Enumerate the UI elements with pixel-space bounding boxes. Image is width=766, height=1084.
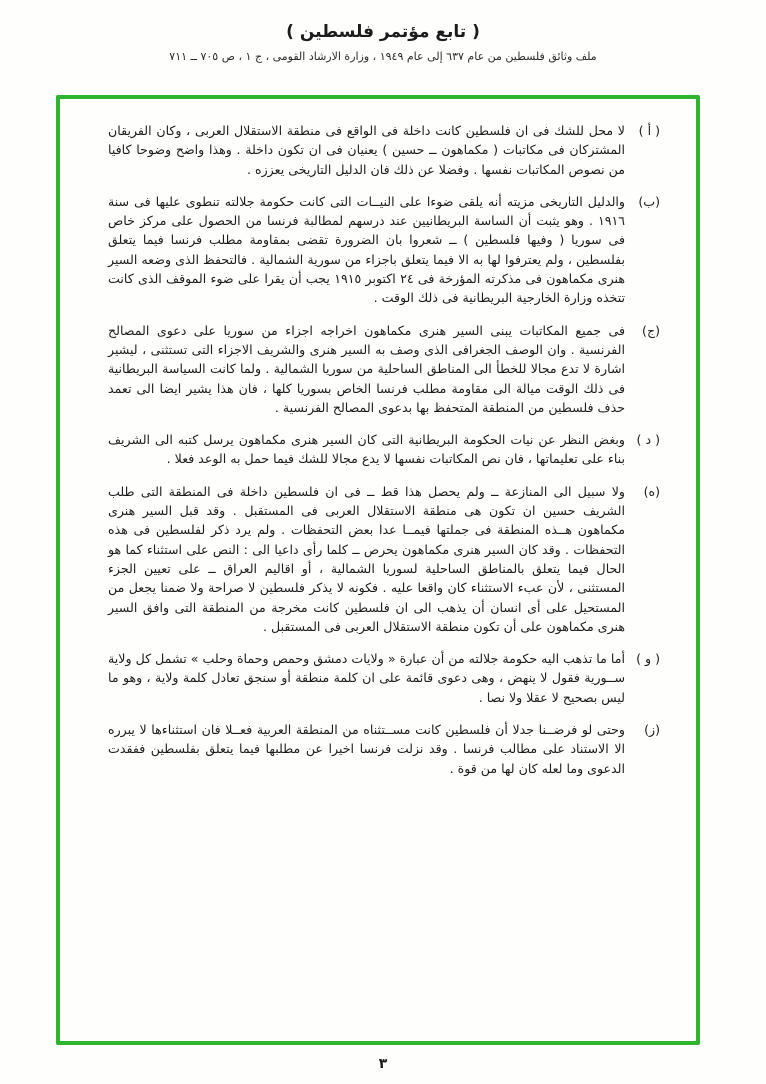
paragraph-text: وحتى لو فرضــنا جدلا أن فلسطين كانت مســتثناه من المنطقة العربية فعــلا فان استثناءها لا يبرره الا الاستناد على مطالب فرنسا . وقد نزلت فرنسا اخيرا عن مطلبها فيما يتعلق بفلسطين ففقدت الدعوى وما لعله كان لها من قوة .	[108, 722, 625, 776]
paragraph	[108, 649, 660, 707]
paragraph-label: ( أ )	[638, 123, 660, 138]
paragraph-label: (ه)	[643, 483, 660, 499]
paragraph-label: ( و )	[636, 651, 660, 667]
paragraph	[108, 192, 660, 308]
document-body	[56, 95, 700, 1045]
page-number: ٣	[378, 1056, 388, 1072]
paragraph	[108, 720, 660, 778]
paragraph-label: (ب)	[638, 193, 660, 209]
paragraph-text: ولا سبيل الى المنازعة ــ ولم يحصل هذا قط ــ فى ان فلسطين داخلة فى المنطقة التى طلب الشريف حسين ان تكون هى منطقة الاستقلال العربى فى المستقبل . وقد قبل السير هنرى مكماهون هــذه المنطقة فى جملتها فيمــا عدا بعض التحفظات . ولم يرد ذكر لفلسطين فى هذه التحفظات . وقد كان السير هنرى مكماهون يحرص ــ كلما رأى داعيا الى : النص على استثناء كما هو الحال فيما يتعلق بالمناطق الساحلية لسوريا الشمالية ، أو اقاليم العراق ــ على تعيين الجزء المستثنى ، لأن عبء الاستثناء كان واقعا عليه . فكونه لا يذكر فلسطين لا صراحة ولا ضمنا يجعل من المستحيل على أى انسان أن يذهب الى ان فلسطين كانت مخرجة من المنطقة التى وافق السير هنرى مكماهون على أن تكون منطقة الاستقلال العربى فى المستقبل .	[108, 483, 625, 634]
paragraph-text: لا محل للشك فى ان فلسطين كانت داخلة فى الواقع فى منطقة الاستقلال العربى ، وكان الفريقان المشتركان فى مكاتبات ( مكماهون ــ حسين ) يعنيان فى ان تكون داخلة . وهذا واضح وضوحا كافيا من نصوص المكاتبات نفسها . وفضلا عن ذلك فان الدليل التاريخى يعززه .	[108, 123, 625, 177]
paragraph	[108, 321, 660, 417]
source-citation: ملف وثائق فلسطين من عام ٦٣٧ إلى عام ١٩٤٩ ، وزارة الارشاد القومى ، ج ١ ، ص ٧٠٥ ــ ٧١١	[169, 50, 597, 63]
paragraph-label: (ز)	[644, 722, 660, 738]
paragraph-label: (ج)	[642, 322, 660, 338]
paragraph-text: فى جميع المكاتبات يبنى السير هنرى مكماهون اخراجه اجزاء من سوريا على دعوى المصالح الفرنسية . وان الوصف الجغرافى الذى وصف به السير هنرى والشريف الاجزاء التى تستثنى ، ليشير اشارة لا تدع مجالا للخطأ الى المناطق الساحلية من سوريا الشمالية . ولما كانت السياسة البريطانية فى ذلك الوقت ميالة الى مقاومة مطلب فرنسا الخاص بسوريا كلها ، فان هذا يشير ايضا الى تعمد حذف فلسطين من المنطقة المتحفظ بها بدعوى المصالح الفرنسية .	[108, 322, 625, 415]
paragraph-label: ( د )	[636, 432, 660, 448]
paragraph	[108, 430, 660, 469]
paragraph	[108, 482, 660, 636]
paragraph-text: والدليل التاريخى مزيته أنه يلقى ضوءا على النيــات التى كانت حكومة جلالته تنطوى عليها فى سنة ١٩١٦ . وهو يثبت أن الساسة البريطانيين عند درسهم لمطالبة فرنسا من الحصول على مركز خاص فى سوريا ( وفيها فلسطين ) ــ شعروا بان الضرورة تقضى بمقاومة مطلب فرنسا فيما يتعلق بفلسطين ، ولم يعترفوا لها به الا فيما يتعلق باجزاء من سورية الشمالية . فالتحفظ الذى وضعه السير هنرى مكماهون فى مذكرته المؤرخة فى ٢٤ اكتوبر ١٩١٥ يجب أن يقرا على ضوء الموقف الذى كانت تتخذه وزارة الخارجية البريطانية فى ذلك الوقت .	[108, 193, 625, 306]
paragraph-text: أما ما تذهب اليه حكومة جلالته من أن عبارة « ولايات دمشق وحمص وحماة وحلب » تشمل كل ولاية ســورية فقول لا ينهض ، وهى دعوى قائمة على ان كلمة منطقة أو سنجق تعادل كلمة ولاية ، وهو ما ليس بصحيح لا عقلا ولا نصا .	[108, 651, 625, 705]
page-title: ( تابع مؤتمر فلسطين )	[286, 22, 480, 42]
paragraph	[108, 121, 660, 179]
paragraph-text: وبغض النظر عن نيات الحكومة البريطانية التى كان السير هنرى مكماهون يرسل كتبه الى الشريف بناء على تعليماتها ، فان نص المكاتبات نفسها لا يدع مجالا للشك فيما حمل به الوعد فعلا .	[108, 432, 625, 467]
